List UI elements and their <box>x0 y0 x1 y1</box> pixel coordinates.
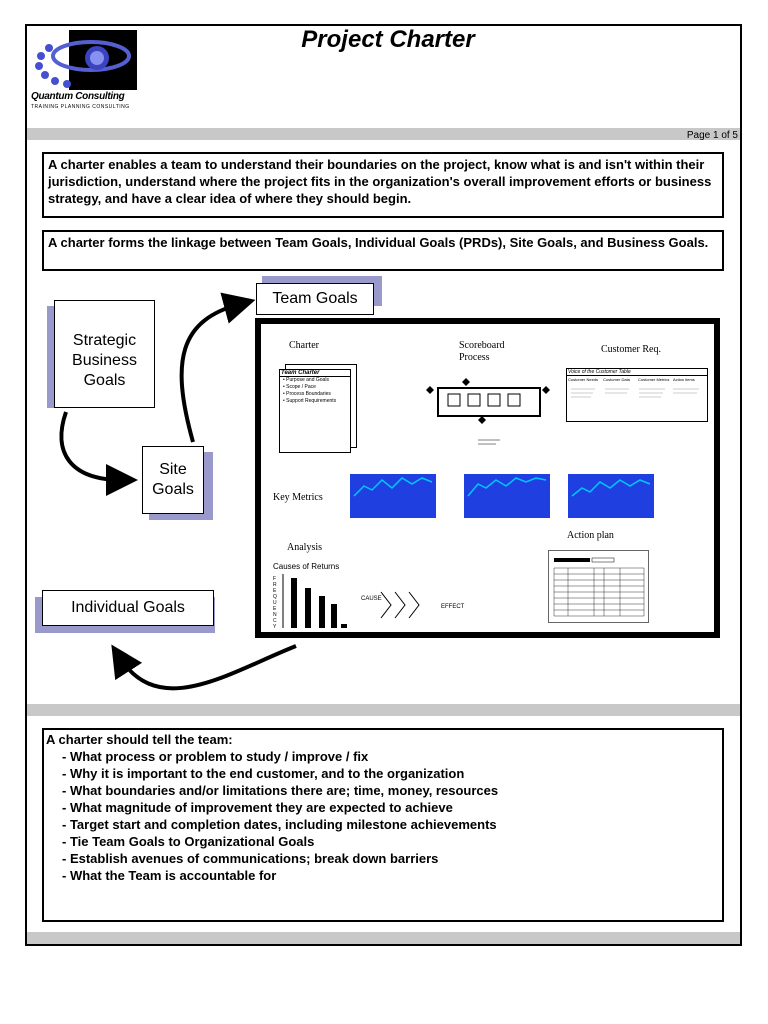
fishbone-cause-label: CAUSE <box>361 596 382 602</box>
voice-table-title: Voice of the Customer Table <box>567 369 707 376</box>
team-charter-item: • Scope / Pace <box>283 384 316 390</box>
fishbone-effect-label: EFFECT <box>441 604 465 610</box>
causes-of-returns-title: Causes of Returns <box>273 562 340 571</box>
requirement-item: - What the Team is accountable for <box>62 868 277 883</box>
page-title: Project Charter <box>301 26 475 53</box>
voice-table-header-row <box>567 376 707 383</box>
panel-action-plan-label: Action plan <box>567 530 614 541</box>
arrow-site-to-team <box>182 304 240 442</box>
panel-analysis-label: Analysis <box>287 542 322 553</box>
page-number: Page 1 of 5 <box>686 130 738 141</box>
requirement-item: - Tie Team Goals to Organizational Goals <box>62 834 315 849</box>
requirement-item: - What magnitude of improvement they are expected to achieve <box>62 800 453 815</box>
individual-goals-box: Individual Goals <box>42 590 214 626</box>
header-divider-bar <box>27 128 740 140</box>
key-metric-chart-3 <box>568 474 654 518</box>
scoreboard-process-diagram <box>426 376 551 456</box>
panel-key-metrics-label: Key Metrics <box>273 492 323 503</box>
voice-table-header: Action items <box>673 377 695 382</box>
charter-overview-panel <box>255 318 720 638</box>
arrow-strategic-to-site <box>61 412 122 480</box>
frequency-axis-label: FREQUENCY <box>273 576 277 630</box>
team-goals-box: Team Goals <box>256 283 374 315</box>
arrow-panel-to-individual <box>120 646 296 688</box>
panel-customer-req-label: Customer Req. <box>601 344 661 355</box>
panel-scoreboard-label: Scoreboard Process <box>459 340 505 363</box>
intro-paragraph-1: A charter enables a team to understand their boundaries on the project, know what is and isn't within their jurisdiction, understand where the project fits in the organization's overall improvement efforts or business strategy, and have a clear idea of where they should begin. <box>42 152 724 218</box>
voice-table-body-lines <box>567 383 705 413</box>
requirements-heading: A charter should tell the team: <box>46 732 233 747</box>
requirement-item: - What process or problem to study / improve / fix <box>62 749 369 764</box>
panel-charter-label: Charter <box>289 340 319 351</box>
logo-name: Quantum Consulting <box>31 91 125 102</box>
intro-paragraph-2: A charter forms the linkage between Team Goals, Individual Goals (PRDs), Site Goals, and Business Goals. <box>42 230 724 271</box>
key-metric-chart-1 <box>350 474 436 518</box>
requirement-item: - Establish avenues of communications; break down barriers <box>62 851 439 866</box>
team-charter-items <box>280 377 350 405</box>
key-metric-chart-2 <box>464 474 550 518</box>
team-charter-item: • Support Requirements <box>283 398 337 404</box>
footer-bar <box>27 932 740 944</box>
voice-table-header: Customer Metrics <box>638 377 670 382</box>
pareto-chart <box>281 574 351 629</box>
requirement-item: - Why it is important to the end customer, and to the organization <box>62 766 465 781</box>
requirements-list <box>46 731 498 884</box>
site-goals-box: Site Goals <box>142 446 204 514</box>
requirement-item: - What boundaries and/or limitations there are; time, money, resources <box>62 783 499 798</box>
voice-table-header: Customer Data <box>603 377 630 382</box>
action-plan-table <box>548 550 650 624</box>
team-charter-title: Team Charter <box>280 370 350 377</box>
voice-table-header: Customer Needs <box>568 377 599 382</box>
team-charter-item: • Purpose and Goals <box>283 377 329 383</box>
team-charter-card <box>279 369 351 453</box>
strategic-business-goals-box: Strategic Business Goals <box>54 300 155 408</box>
logo-tagline: TRAINING PLANNING CONSULTING <box>31 104 130 110</box>
fishbone-arrows <box>379 590 429 620</box>
section-divider-bar <box>27 704 740 716</box>
logo-graphic <box>29 30 139 92</box>
team-charter-item: • Process Boundaries <box>283 391 331 397</box>
requirement-item: - Target start and completion dates, including milestone achievements <box>62 817 497 832</box>
voice-of-customer-table <box>566 368 708 422</box>
